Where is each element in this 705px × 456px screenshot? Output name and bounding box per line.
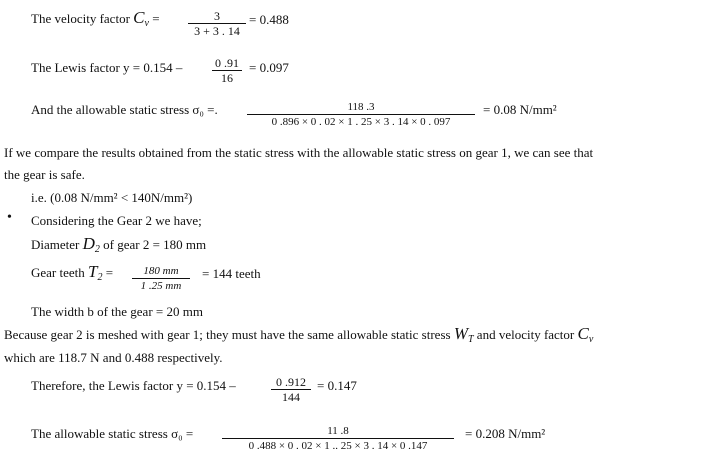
lewis-fraction-2 bbox=[271, 375, 311, 404]
diameter-value: of gear 2 = 180 mm bbox=[99, 237, 207, 252]
wt-subscript: T bbox=[467, 334, 474, 345]
equals-sign: = bbox=[102, 265, 114, 280]
cv-symbol: C bbox=[133, 8, 145, 27]
lewis-fraction bbox=[212, 56, 242, 85]
lewis-factor-2-label: Therefore, the Lewis factor y = 0.154 – bbox=[31, 378, 236, 393]
d2-symbol: D bbox=[82, 234, 95, 253]
equals-sign: = bbox=[152, 11, 160, 26]
paragraph-1-line-1: If we compare the results obtained from the static stress with the allowable static stress on gear 1, we can see that bbox=[4, 145, 594, 160]
fraction-numerator: 180 mm bbox=[143, 265, 179, 277]
gear-teeth-label: Gear teeth bbox=[31, 265, 89, 280]
wt-symbol: W bbox=[453, 324, 468, 343]
fraction-numerator: 0 .91 bbox=[215, 56, 239, 70]
velocity-factor-label: The velocity factor bbox=[31, 11, 134, 26]
lewis-factor-label: The Lewis factor y = 0.154 – bbox=[31, 60, 183, 75]
fraction-numerator: 3 bbox=[214, 9, 220, 23]
fraction-numerator: 118 .3 bbox=[347, 101, 375, 113]
gear-teeth-line bbox=[31, 264, 113, 286]
fraction-denominator: 16 bbox=[221, 71, 233, 85]
allowable-stress-fraction bbox=[247, 100, 475, 129]
t2-subscript: 2 bbox=[97, 272, 103, 283]
allowable-stress-result: = 0.08 N/mm² bbox=[483, 102, 557, 117]
diameter-line bbox=[31, 236, 206, 258]
fraction-denominator: 144 bbox=[282, 390, 300, 404]
fraction-denominator: 3 + 3 . 14 bbox=[194, 24, 240, 38]
fraction-denominator: 1 .25 mm bbox=[140, 280, 182, 292]
paragraph-1-line-2: the gear is safe. bbox=[4, 167, 85, 182]
fraction-numerator: 11 .8 bbox=[327, 425, 349, 437]
width-line: The width b of the gear = 20 mm bbox=[31, 304, 203, 319]
diameter-label: Diameter bbox=[31, 237, 83, 252]
velocity-result: = 0.488 bbox=[249, 12, 289, 27]
fraction-denominator: 0 .896 × 0 . 02 × 1 . 25 × 3 . 14 × 0 . 097 bbox=[271, 116, 451, 128]
paragraph-2-line-2: which are 118.7 N and 0.488 respectively. bbox=[4, 350, 223, 365]
allowable-stress-2-fraction bbox=[222, 424, 454, 453]
comparison-line: i.e. (0.08 N/mm² < 140N/mm²) bbox=[31, 190, 193, 205]
fraction-denominator: 0 .488 × 0 . 02 × 1 .. 25 × 3 . 14 × 0 .147 bbox=[248, 440, 428, 452]
paragraph-2-line-1 bbox=[4, 326, 593, 348]
allowable-stress-2-label: The allowable static stress σ₀ = bbox=[31, 426, 194, 441]
paragraph-2-text-b: and velocity factor bbox=[473, 327, 578, 342]
bullet-text: Considering the Gear 2 we have; bbox=[31, 213, 202, 228]
d2-subscript: 2 bbox=[94, 244, 100, 255]
allowable-stress-2-result: = 0.208 N/mm² bbox=[465, 426, 546, 441]
fraction-numerator: 0 .912 bbox=[276, 375, 306, 389]
velocity-fraction bbox=[188, 9, 246, 38]
allowable-stress-label: And the allowable static stress σ₀ =. bbox=[31, 102, 218, 117]
lewis-result-2: = 0.147 bbox=[317, 378, 357, 393]
gear-teeth-result: = 144 teeth bbox=[202, 266, 261, 281]
lewis-result: = 0.097 bbox=[249, 60, 289, 75]
bullet-icon: • bbox=[7, 210, 12, 225]
cv-subscript-2: v bbox=[588, 334, 594, 345]
gear-teeth-fraction bbox=[132, 264, 190, 293]
velocity-factor-line bbox=[31, 10, 160, 32]
t2-symbol: T bbox=[88, 262, 98, 281]
cv-symbol-2: C bbox=[577, 324, 589, 343]
paragraph-2-text-a: Because gear 2 is meshed with gear 1; they must have the same allowable static stress bbox=[4, 327, 454, 342]
cv-subscript: v bbox=[144, 18, 149, 29]
